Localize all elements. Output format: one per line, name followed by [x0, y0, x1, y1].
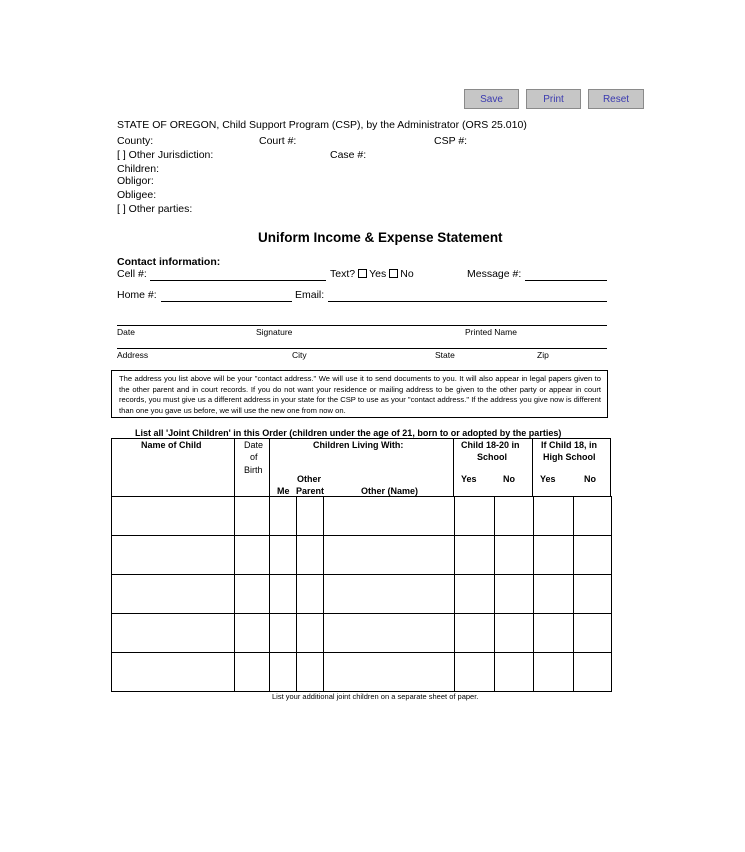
- birth-date-cell[interactable]: [235, 575, 270, 614]
- high-school-yes-cell[interactable]: [534, 653, 574, 692]
- home-label: Home #:: [117, 289, 157, 301]
- living-other-parent-cell[interactable]: [297, 653, 324, 692]
- table-row: [112, 614, 612, 653]
- high-school-yes-cell[interactable]: [534, 497, 574, 536]
- birth-date-cell[interactable]: [235, 614, 270, 653]
- case-number-label: Case #:: [330, 149, 367, 161]
- joint-children-caption: List all 'Joint Children' in this Order (children under the age of 21, born to or adopted by the parties): [135, 428, 562, 438]
- signature-caption: Signature: [256, 327, 293, 337]
- col-parent: Parent: [296, 486, 325, 496]
- save-button[interactable]: Save: [464, 89, 519, 109]
- school-no-cell[interactable]: [495, 653, 534, 692]
- county-label: County:: [117, 135, 154, 147]
- email-input[interactable]: [328, 301, 607, 302]
- table-row: [112, 653, 612, 692]
- cell-label: Cell #:: [117, 268, 147, 280]
- joint-children-table: [111, 496, 612, 692]
- living-other-parent-cell[interactable]: [297, 497, 324, 536]
- living-me-cell[interactable]: [270, 653, 297, 692]
- col-high-school-subtitle: High School: [543, 452, 596, 462]
- school-no-cell[interactable]: [495, 497, 534, 536]
- table-row: [112, 575, 612, 614]
- header-divider: [269, 438, 270, 496]
- text-no-label: No: [400, 268, 414, 280]
- text-yes-label: Yes: [369, 268, 387, 280]
- table-row: [112, 536, 612, 575]
- email-label: Email:: [295, 289, 325, 301]
- children-label: Children:: [117, 163, 160, 175]
- child-name-cell[interactable]: [112, 614, 235, 653]
- text-no-checkbox[interactable]: [389, 269, 398, 278]
- form-title: Uniform Income & Expense Statement: [258, 230, 503, 245]
- school-no-cell[interactable]: [495, 575, 534, 614]
- table-row: [112, 497, 612, 536]
- other-jurisdiction-label: [ ] Other Jurisdiction:: [117, 149, 214, 161]
- living-other-name-cell[interactable]: [324, 497, 455, 536]
- date-caption: Date: [117, 327, 135, 337]
- print-button[interactable]: Print: [526, 89, 581, 109]
- school-yes-cell[interactable]: [455, 653, 495, 692]
- message-input[interactable]: [525, 280, 607, 281]
- col-other-name: Other (Name): [361, 486, 419, 496]
- high-school-no-cell[interactable]: [574, 575, 612, 614]
- col-high-school-yes: Yes: [540, 474, 556, 484]
- living-me-cell[interactable]: [270, 575, 297, 614]
- high-school-no-cell[interactable]: [574, 653, 612, 692]
- col-high-school-no: No: [584, 474, 596, 484]
- col-birth: Birth: [244, 465, 263, 475]
- high-school-no-cell[interactable]: [574, 614, 612, 653]
- school-yes-cell[interactable]: [455, 614, 495, 653]
- birth-date-cell[interactable]: [235, 497, 270, 536]
- header-divider: [532, 438, 533, 496]
- state-caption: State: [435, 350, 455, 360]
- child-name-cell[interactable]: [112, 497, 235, 536]
- living-other-parent-cell[interactable]: [297, 614, 324, 653]
- col-high-school-title: If Child 18, in: [541, 440, 598, 450]
- col-of: of: [250, 452, 258, 462]
- child-name-cell[interactable]: [112, 575, 235, 614]
- col-school-subtitle: School: [477, 452, 508, 462]
- living-other-parent-cell[interactable]: [297, 536, 324, 575]
- text-question: [330, 268, 414, 280]
- csp-number-label: CSP #:: [434, 135, 468, 147]
- high-school-no-cell[interactable]: [574, 536, 612, 575]
- printed-name-caption: Printed Name: [465, 327, 517, 337]
- col-date: Date: [244, 440, 264, 450]
- zip-caption: Zip: [537, 350, 549, 360]
- text-yes-checkbox[interactable]: [358, 269, 367, 278]
- col-children-living-with: Children Living With:: [313, 440, 404, 450]
- other-parties-label: [ ] Other parties:: [117, 203, 193, 215]
- living-me-cell[interactable]: [270, 536, 297, 575]
- city-caption: City: [292, 350, 307, 360]
- living-me-cell[interactable]: [270, 614, 297, 653]
- header-divider: [453, 438, 454, 496]
- col-name-of-child: Name of Child: [141, 440, 202, 450]
- header-divider: [234, 438, 235, 496]
- agency-line: STATE OF OREGON, Child Support Program (CSP), by the Administrator (ORS 25.010): [117, 119, 527, 131]
- reset-button[interactable]: Reset: [588, 89, 644, 109]
- col-me: Me: [277, 486, 290, 496]
- living-other-name-cell[interactable]: [324, 653, 455, 692]
- living-other-parent-cell[interactable]: [297, 575, 324, 614]
- contact-heading: Contact information:: [117, 256, 221, 268]
- text-label: Text?: [330, 268, 356, 280]
- home-input[interactable]: [161, 301, 292, 302]
- message-label: Message #:: [467, 268, 522, 280]
- obligor-label: Obligor:: [117, 175, 154, 187]
- obligee-label: Obligee:: [117, 189, 157, 201]
- high-school-yes-cell[interactable]: [534, 575, 574, 614]
- school-yes-cell[interactable]: [455, 497, 495, 536]
- living-other-name-cell[interactable]: [324, 536, 455, 575]
- high-school-no-cell[interactable]: [574, 497, 612, 536]
- high-school-yes-cell[interactable]: [534, 614, 574, 653]
- living-other-name-cell[interactable]: [324, 575, 455, 614]
- child-name-cell[interactable]: [112, 536, 235, 575]
- court-number-label: Court #:: [259, 135, 297, 147]
- school-yes-cell[interactable]: [455, 536, 495, 575]
- cell-input[interactable]: [150, 280, 326, 281]
- living-me-cell[interactable]: [270, 497, 297, 536]
- school-yes-cell[interactable]: [455, 575, 495, 614]
- child-name-cell[interactable]: [112, 653, 235, 692]
- school-no-cell[interactable]: [495, 614, 534, 653]
- school-no-cell[interactable]: [495, 536, 534, 575]
- birth-date-cell[interactable]: [235, 536, 270, 575]
- contact-address-notice: The address you list above will be your "contact address." We will use it to send documents to you. It will also appear in legal papers given to the other parent and in court records. If you do not want your residence or mailing address to be given to the other party or appear in court records, you must give us a different address in your state for the CSP to use as your "contact address." If the address you give now is different than one you gave us before, we will use the new one from now on.: [111, 370, 608, 418]
- signature-line[interactable]: [117, 325, 607, 326]
- col-school-no: No: [503, 474, 515, 484]
- table-footnote: List your additional joint children on a separate sheet of paper.: [272, 692, 479, 701]
- col-school-yes: Yes: [461, 474, 477, 484]
- col-other: Other: [297, 474, 322, 484]
- col-school-title: Child 18-20 in: [461, 440, 520, 450]
- address-line[interactable]: [117, 348, 607, 349]
- high-school-yes-cell[interactable]: [534, 536, 574, 575]
- address-caption: Address: [117, 350, 149, 360]
- living-other-name-cell[interactable]: [324, 614, 455, 653]
- birth-date-cell[interactable]: [235, 653, 270, 692]
